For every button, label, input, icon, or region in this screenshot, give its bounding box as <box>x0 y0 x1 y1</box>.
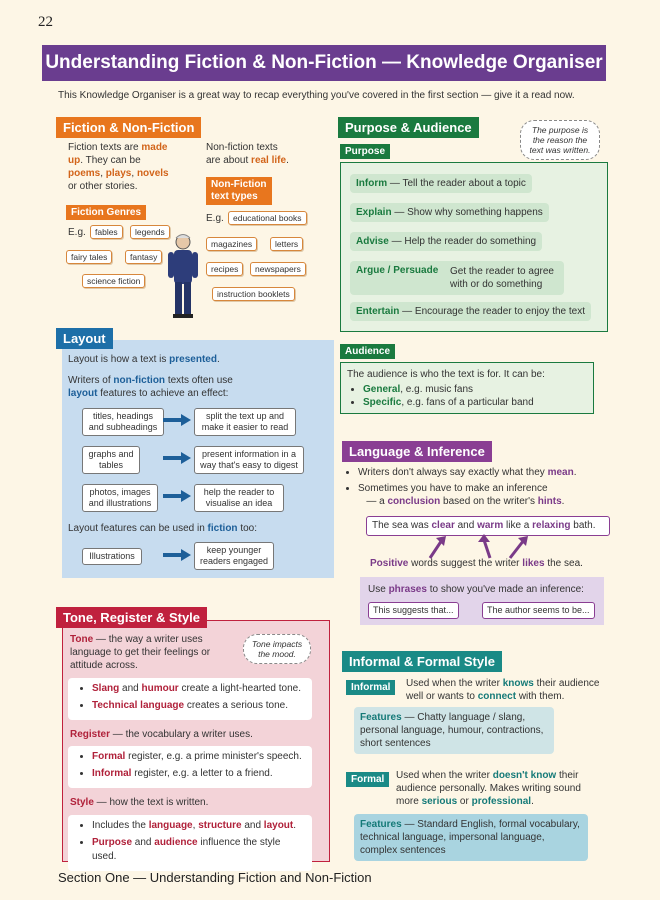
formal-features: Features — Standard English, formal vocabulary, technical language, impersonal language, complex sentences <box>354 814 588 861</box>
arrow-icon <box>163 414 191 426</box>
arrow-icon <box>163 490 191 502</box>
purpose-item: Inform — Tell the reader about a topic <box>350 174 532 193</box>
layout-feature-box: photos, images and illustrations <box>82 484 158 512</box>
purpose-item: Advise — Help the reader do something <box>350 232 542 251</box>
person-illustration <box>166 232 200 322</box>
non-fiction-description: Non-fiction texts are about real life. <box>206 142 289 166</box>
layout-header: Layout <box>56 328 113 349</box>
genre-tag: fables <box>90 225 123 239</box>
fiction-header: Fiction & Non-Fiction <box>56 117 201 138</box>
footer: Section One — Understanding Fiction and Non-Fiction <box>58 870 372 885</box>
informal-features: Features — Chatty language / slang, personal language, humour, contractions, short sentences <box>354 707 554 754</box>
fiction-genres-header: Fiction Genres <box>66 205 146 220</box>
nf-eg: E.g. <box>206 213 224 224</box>
positive-words-text: Positive words suggest the writer likes the sea. <box>370 558 583 569</box>
audience-label: Audience <box>340 344 395 359</box>
purpose-item: Entertain — Encourage the reader to enjoy the text <box>350 302 591 321</box>
tone-definition: Tone — the way a writer uses language to get their feelings or attitude across. <box>70 634 211 671</box>
register-bullets <box>68 746 312 788</box>
register-bullet: • Informal register, e.g. a letter to a friend. <box>92 767 304 781</box>
layout-fiction-feature: Illustrations <box>82 548 142 565</box>
nf-type-tag: instruction booklets <box>212 287 295 301</box>
page-title: Understanding Fiction & Non-Fiction — Knowledge Organiser <box>42 45 606 81</box>
style-definition: Style — how the text is written. <box>70 797 209 808</box>
tone-bullets <box>68 678 312 720</box>
layout-effect-box: split the text up and make it easier to read <box>194 408 296 436</box>
register-bullet: • Formal register, e.g. a prime minister's speech. <box>92 750 304 764</box>
tone-header: Tone, Register & Style <box>56 607 207 628</box>
genre-tag: legends <box>130 225 170 239</box>
audience-panel <box>340 362 594 414</box>
register-definition: Register — the vocabulary a writer uses. <box>70 729 253 740</box>
purpose-label: Purpose <box>340 144 390 159</box>
layout-definition: Layout is how a text is presented. <box>68 354 220 365</box>
style-bullet: • Includes the language, structure and layout. <box>92 819 304 833</box>
inference-example: The sea was clear and warm like a relaxing bath. <box>366 516 610 536</box>
style-header: Informal & Formal Style <box>342 651 502 672</box>
nf-type-tag: newspapers <box>250 262 306 276</box>
page-number: 22 <box>38 14 53 30</box>
tone-thought-cloud: Tone impacts the mood. <box>243 634 311 664</box>
nf-type-tag: recipes <box>206 262 243 276</box>
language-bullet: • Sometimes you have to make an inference — a conclusion based on the writer's hints. <box>358 482 618 508</box>
nf-type-tag: letters <box>270 237 303 251</box>
nf-type-tag: educational books <box>228 211 307 225</box>
intro-text: This Knowledge Organiser is a great way to recap everything you've covered in the first section — give it a read now. <box>58 90 575 101</box>
layout-effect-box: present information in a way that's easy to digest <box>194 446 304 474</box>
formal-label: Formal <box>346 772 389 787</box>
style-bullets <box>68 815 312 871</box>
genre-tag: fairy tales <box>66 250 112 264</box>
layout-fiction-effect: keep younger readers engaged <box>194 542 274 570</box>
layout-feature-box: graphs and tables <box>82 446 140 474</box>
phrase-box: The author seems to be... <box>482 602 595 619</box>
genre-tag: science fiction <box>82 274 145 288</box>
genres-eg: E.g. <box>68 227 86 238</box>
audience-bullet: • General, e.g. music fans <box>363 383 587 396</box>
formal-description: Used when the writer doesn't know their audience personally. Makes writing sound more serious or professional. <box>396 770 581 807</box>
language-bullets <box>342 466 618 511</box>
audience-bullet: • Specific, e.g. fans of a particular band <box>363 396 587 409</box>
audience-text: The audience is who the text is for. It can be: <box>347 369 545 380</box>
fiction-description: Fiction texts are made up. They can be poems, plays, novels or other stories. <box>68 142 169 192</box>
layout-fiction-text: Layout features can be used in fiction too: <box>68 523 258 534</box>
arrow-icon <box>163 452 191 464</box>
layout-writers-text: Writers of non-fiction texts often use layout features to achieve an effect: <box>68 375 233 399</box>
style-bullet: • Purpose and audience influence the style used. <box>92 836 304 864</box>
layout-feature-box: titles, headings and subheadings <box>82 408 164 436</box>
layout-effect-box: help the reader to visualise an idea <box>194 484 284 512</box>
nf-type-tag: magazines <box>206 237 257 251</box>
purpose-thought-cloud: The purpose is the reason the text was written. <box>520 120 600 160</box>
informal-description: Used when the writer knows their audience well or wants to connect with them. <box>406 678 600 702</box>
language-bullet: • Writers don't always say exactly what they mean. <box>358 466 618 479</box>
non-fiction-types-header: Non-Fiction text types <box>206 177 272 205</box>
genre-tag: fantasy <box>125 250 162 264</box>
tone-bullet: • Technical language creates a serious tone. <box>92 699 304 713</box>
informal-label: Informal <box>346 680 395 695</box>
tone-bullet: • Slang and humour create a light-hearted tone. <box>92 682 304 696</box>
arrow-icon <box>163 549 191 561</box>
purpose-header: Purpose & Audience <box>338 117 479 138</box>
purpose-item: Explain — Show why something happens <box>350 203 549 222</box>
phrases-intro: Use phrases to show you've made an inference: <box>368 584 584 595</box>
language-header: Language & Inference <box>342 441 492 462</box>
phrase-box: This suggests that... <box>368 602 459 619</box>
purpose-item: Argue / Persuade Get the reader to agree with or do something <box>350 261 564 295</box>
